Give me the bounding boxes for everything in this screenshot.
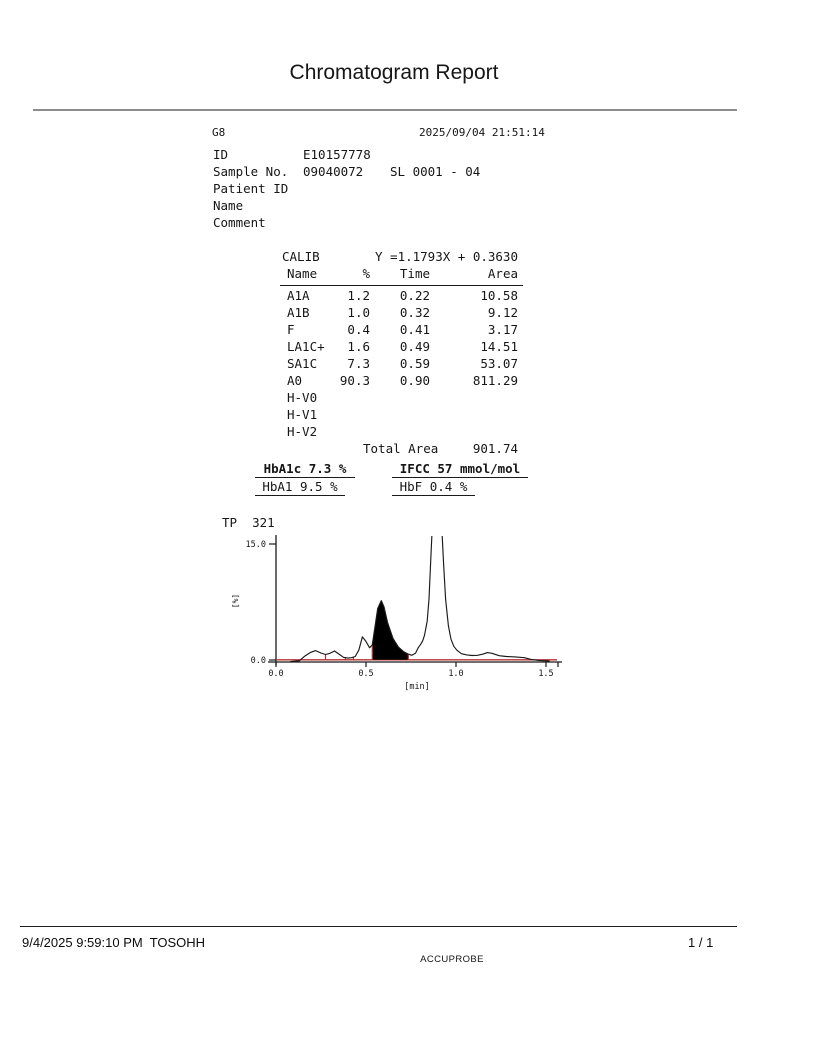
x-axis-unit-label: [min]: [404, 682, 430, 692]
peak-area: 53.07: [480, 356, 518, 371]
field-extra: SL 0001 - 04: [390, 164, 481, 179]
peak-percent: 1.0: [347, 305, 370, 320]
y-tick-label-max: 15.0: [245, 540, 266, 550]
field-row-patient-id: [0, 182, 816, 196]
x-tick-label-15: 1.5: [538, 669, 554, 679]
field-row-id: [0, 148, 816, 162]
peak-time: 0.49: [399, 339, 430, 354]
calib-row: [0, 250, 816, 264]
field-value: 09040072: [303, 164, 364, 179]
footer-rule: [20, 926, 737, 927]
peak-name: H-V1: [287, 407, 318, 422]
result-hba1: HbA1 9.5 %: [255, 480, 345, 496]
peak-name: F: [287, 322, 295, 337]
field-label: Comment: [213, 215, 266, 230]
peak-time: 0.59: [399, 356, 430, 371]
peak-name: SA1C: [287, 356, 318, 371]
plot-area: [290, 524, 549, 661]
table-row: [0, 408, 816, 422]
field-label: Sample No.: [213, 164, 289, 179]
calib-label: CALIB: [282, 249, 320, 264]
field-label: ID: [213, 147, 229, 162]
field-row-name: [0, 199, 816, 213]
y-axis-unit-label: [%]: [231, 593, 240, 609]
result-hba1c: HbA1c 7.3 %: [255, 462, 355, 478]
peak-percent: 0.4: [347, 322, 370, 337]
chromatogram-curve: [290, 524, 549, 661]
x-tick-label-0: 0.0: [268, 669, 284, 679]
peak-name: A1B: [287, 305, 310, 320]
table-row: [0, 306, 816, 320]
y-tick-label-min: 0.0: [250, 656, 266, 666]
peak-percent: 90.3: [339, 373, 370, 388]
header-rule: [33, 109, 737, 111]
peak-area: 14.51: [480, 339, 518, 354]
peak-percent: 1.6: [347, 339, 370, 354]
tp-label: TP 321: [222, 515, 275, 530]
result-hbf: HbF 0.4 %: [392, 480, 475, 496]
field-value: E10157778: [303, 147, 371, 162]
col-header-area: Area: [487, 266, 518, 281]
peak-name: H-V0: [287, 390, 318, 405]
footer-page-number: 1 / 1: [688, 935, 714, 950]
x-tick-label-05: 0.5: [358, 669, 374, 679]
peak-time: 0.41: [399, 322, 430, 337]
table-header-rule: [280, 285, 523, 286]
peak-area: 10.58: [480, 288, 518, 303]
report-datetime: 2025/09/04 21:51:14: [419, 126, 545, 139]
table-row: [0, 340, 816, 354]
peak-area: 9.12: [487, 305, 518, 320]
table-row: [0, 391, 816, 405]
footer-brand: ACCUPROBE: [420, 954, 484, 965]
field-label: Patient ID: [213, 181, 289, 196]
field-label: Name: [213, 198, 244, 213]
field-row-comment: [0, 216, 816, 230]
peak-percent: 7.3: [347, 356, 370, 371]
footer-print-info: 9/4/2025 9:59:10 PM TOSOHH: [22, 935, 206, 950]
peak-time: 0.90: [399, 373, 430, 388]
peak-name: H-V2: [287, 424, 318, 439]
field-row-sample-no: [0, 165, 816, 179]
peak-time: 0.22: [399, 288, 430, 303]
total-area-label: Total Area: [363, 441, 439, 456]
table-row: [0, 357, 816, 371]
table-row: [0, 425, 816, 439]
device-name: G8: [212, 126, 226, 139]
x-tick-label-10: 1.0: [448, 669, 464, 679]
total-area-value: 901.74: [472, 441, 518, 456]
table-header-row: [0, 267, 816, 281]
peak-percent: 1.2: [347, 288, 370, 303]
col-header-name: Name: [287, 266, 318, 281]
peak-name: A1A: [287, 288, 310, 303]
col-header-percent: %: [362, 266, 370, 281]
total-area-row: [0, 442, 816, 456]
peak-area: 811.29: [472, 373, 518, 388]
col-header-time: Time: [399, 266, 430, 281]
peak-name: A0: [287, 373, 303, 388]
table-row: [0, 374, 816, 388]
calib-equation: Y =1.1793X + 0.3630: [375, 249, 518, 264]
peak-area: 3.17: [487, 322, 518, 337]
table-row: [0, 289, 816, 303]
chromatogram-chart: [220, 515, 570, 700]
peak-name: LA1C+: [287, 339, 325, 354]
table-row: [0, 323, 816, 337]
page-title: Chromatogram Report: [289, 61, 499, 84]
result-ifcc: IFCC 57 mmol/mol: [392, 462, 528, 478]
peak-time: 0.32: [399, 305, 430, 320]
